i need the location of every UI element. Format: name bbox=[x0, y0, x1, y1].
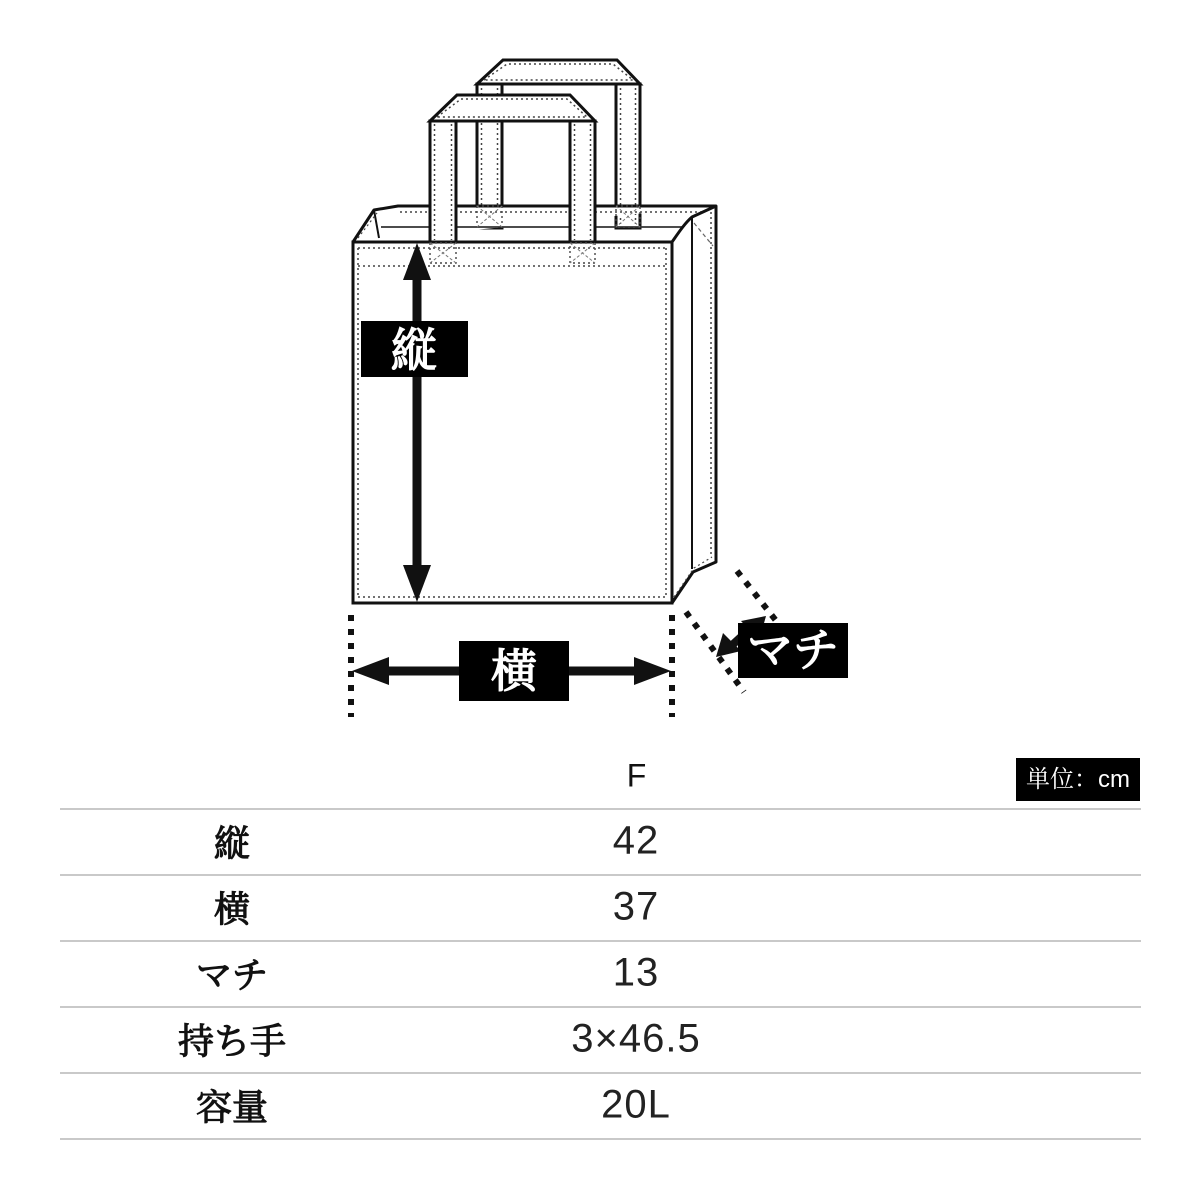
bag-front-face bbox=[353, 242, 672, 603]
gusset-dimension bbox=[686, 571, 848, 692]
row-label: 横 bbox=[213, 888, 251, 930]
width-dim-label: 横 bbox=[491, 645, 537, 697]
back-handle bbox=[477, 60, 640, 228]
row-value: 13 bbox=[612, 950, 660, 995]
side-gusset bbox=[672, 206, 716, 603]
table-divider bbox=[60, 1072, 1141, 1074]
table-divider bbox=[60, 940, 1141, 942]
row-label: 縦 bbox=[213, 822, 251, 864]
bag-opening bbox=[353, 206, 716, 242]
row-value: 20L bbox=[601, 1082, 671, 1127]
table-divider bbox=[60, 808, 1141, 810]
row-value: 42 bbox=[612, 818, 660, 863]
table-divider bbox=[60, 1138, 1141, 1140]
row-value: 37 bbox=[612, 884, 660, 929]
table-divider bbox=[60, 874, 1141, 876]
row-label: マチ bbox=[195, 954, 269, 996]
row-value: 3×46.5 bbox=[571, 1016, 701, 1061]
width-dimension bbox=[351, 615, 672, 717]
row-label: 持ち手 bbox=[177, 1020, 287, 1062]
gusset-dim-label: マチ bbox=[747, 624, 839, 676]
height-dim-label: 縦 bbox=[391, 324, 437, 376]
size-spec-table bbox=[0, 740, 1200, 1200]
unit-badge: 単位：cm bbox=[1016, 758, 1140, 801]
table-divider bbox=[60, 1006, 1141, 1008]
size-column-header: F bbox=[626, 757, 648, 794]
row-label: 容量 bbox=[195, 1086, 269, 1128]
